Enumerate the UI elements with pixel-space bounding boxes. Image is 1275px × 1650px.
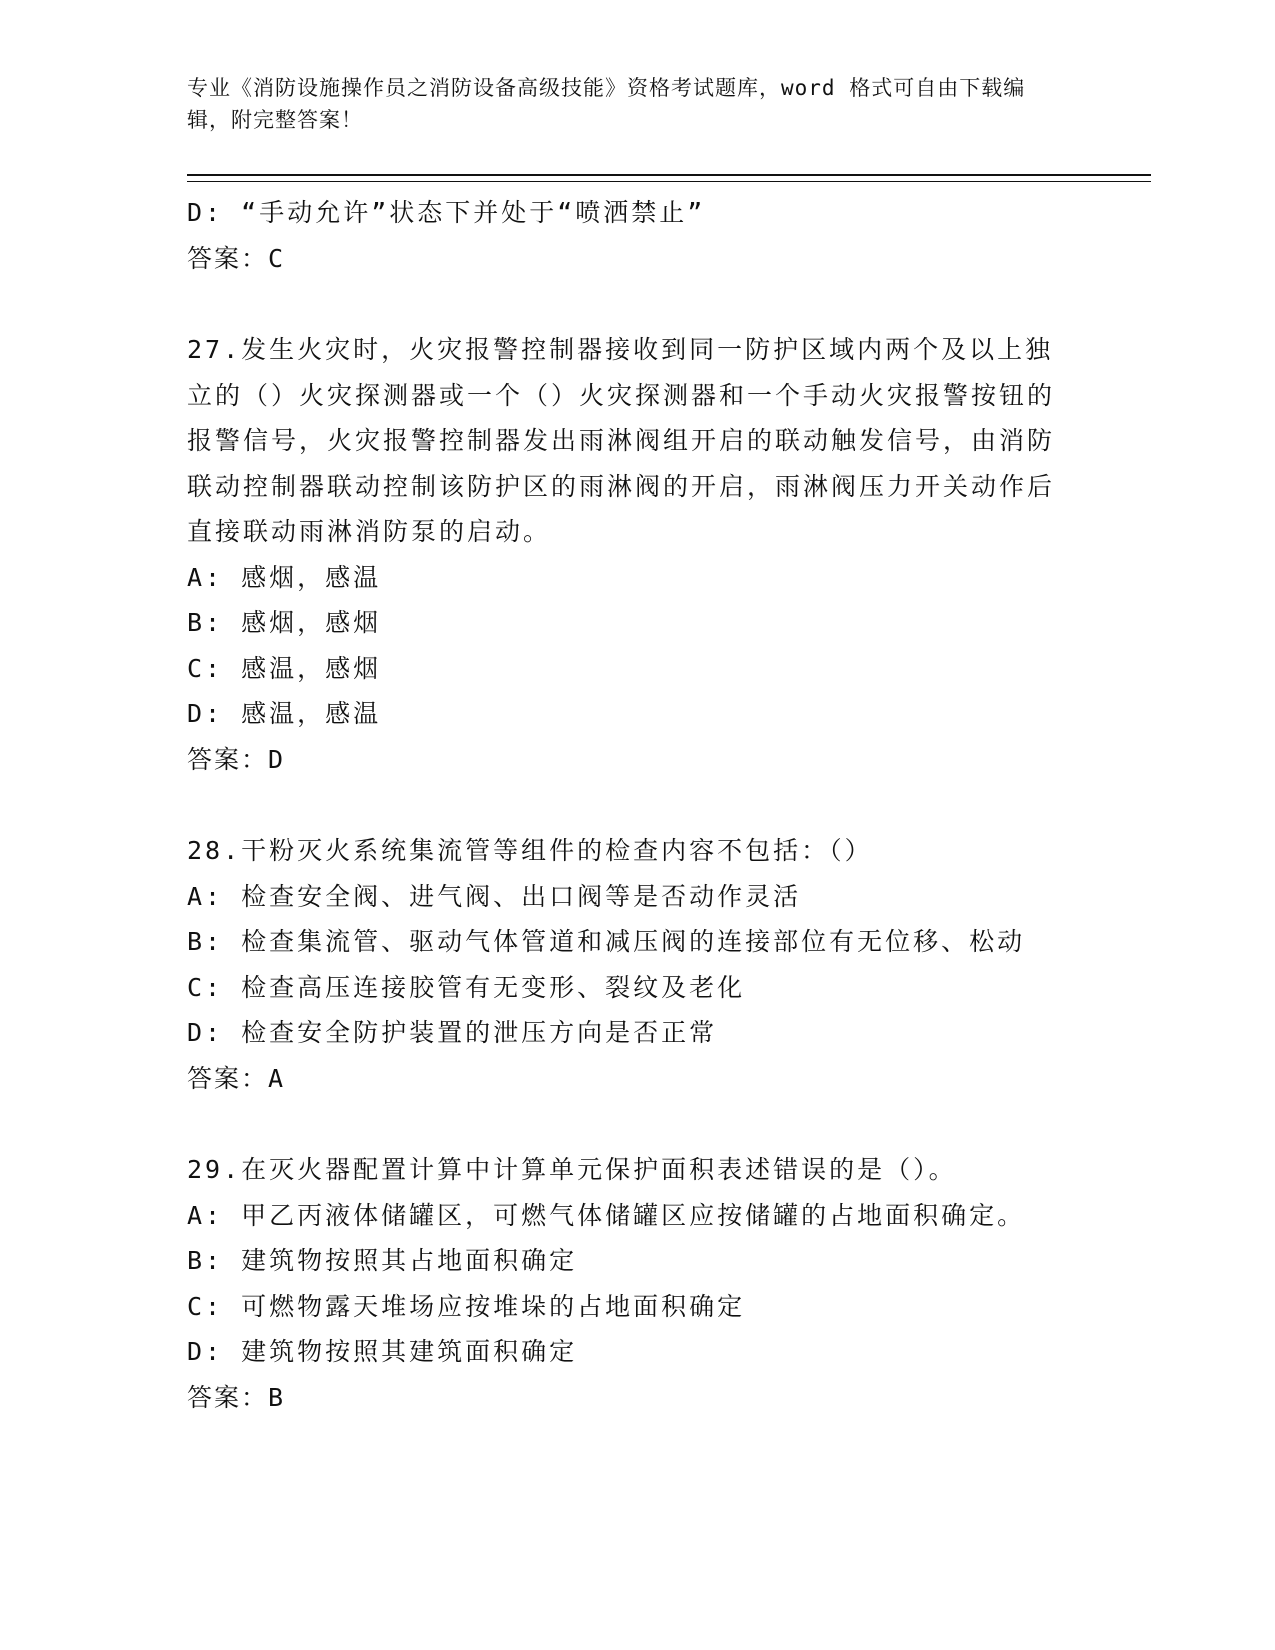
question-27 bbox=[187, 327, 1087, 782]
option-c: C: 感温，感烟 bbox=[187, 653, 382, 683]
option-b: B: 感烟，感烟 bbox=[187, 608, 382, 637]
question-stem: 27.发生火灾时，火灾报警控制器接收到同一防护区域内两个及以上独立的（）火灾探测器或一个（）火灾探测器和一个手动火灾报警按钮的报警信号，火灾报警控制器发出雨淋阀组开启的联动触发信号，由消防联动控制器联动控制该防护区的雨淋阀的开启，雨淋阀压力开关动作后直接联动雨淋消防泵的启动。 bbox=[187, 335, 1056, 546]
option-a: A: 甲乙丙液体储罐区，可燃气体储罐区应按储罐的占地面积确定。 bbox=[187, 1200, 1026, 1230]
answer-line: 答案：A bbox=[187, 1063, 286, 1093]
header-divider-thin bbox=[187, 181, 1151, 182]
option-a: A: 感烟，感温 bbox=[187, 562, 382, 592]
option-b: B: 建筑物按照其占地面积确定 bbox=[187, 1246, 578, 1275]
option-c: C: 检查高压连接胶管有无变形、裂纹及老化 bbox=[187, 972, 746, 1002]
answer-line: 答案：C bbox=[187, 243, 286, 273]
spacer bbox=[187, 1101, 1087, 1147]
option-c: C: 可燃物露天堆场应按堆垛的占地面积确定 bbox=[187, 1291, 746, 1321]
answer-line: 答案：B bbox=[187, 1382, 286, 1412]
option-d: D: 检查安全防护装置的泄压方向是否正常 bbox=[187, 1018, 718, 1047]
question-28 bbox=[187, 828, 1087, 1101]
option-a: A: 检查安全阀、进气阀、出口阀等是否动作灵活 bbox=[187, 881, 802, 911]
question-stem: 28.干粉灭火系统集流管等组件的检查内容不包括：（） bbox=[187, 836, 873, 865]
spacer bbox=[187, 782, 1087, 828]
option-d: D: 感温，感温 bbox=[187, 699, 382, 728]
option-b: B: 检查集流管、驱动气体管道和减压阀的连接部位有无位移、松动 bbox=[187, 927, 1026, 956]
header-divider-thick bbox=[187, 174, 1151, 176]
option-d: D: 建筑物按照其建筑面积确定 bbox=[187, 1337, 578, 1366]
answer-line: 答案：D bbox=[187, 744, 286, 774]
page-header: 专业《消防设施操作员之消防设备高级技能》资格考试题库，word 格式可自由下载编辑，附完整答案！ bbox=[187, 76, 1026, 132]
question-29 bbox=[187, 1147, 1087, 1420]
question-stem: 29.在灭火器配置计算中计算单元保护面积表述错误的是（）。 bbox=[187, 1155, 957, 1184]
spacer bbox=[187, 281, 1087, 327]
option-d: D: “手动允许”状态下并处于“喷洒禁止” bbox=[187, 198, 706, 227]
document-body bbox=[187, 190, 1087, 1420]
prev-question-tail bbox=[187, 190, 1087, 281]
